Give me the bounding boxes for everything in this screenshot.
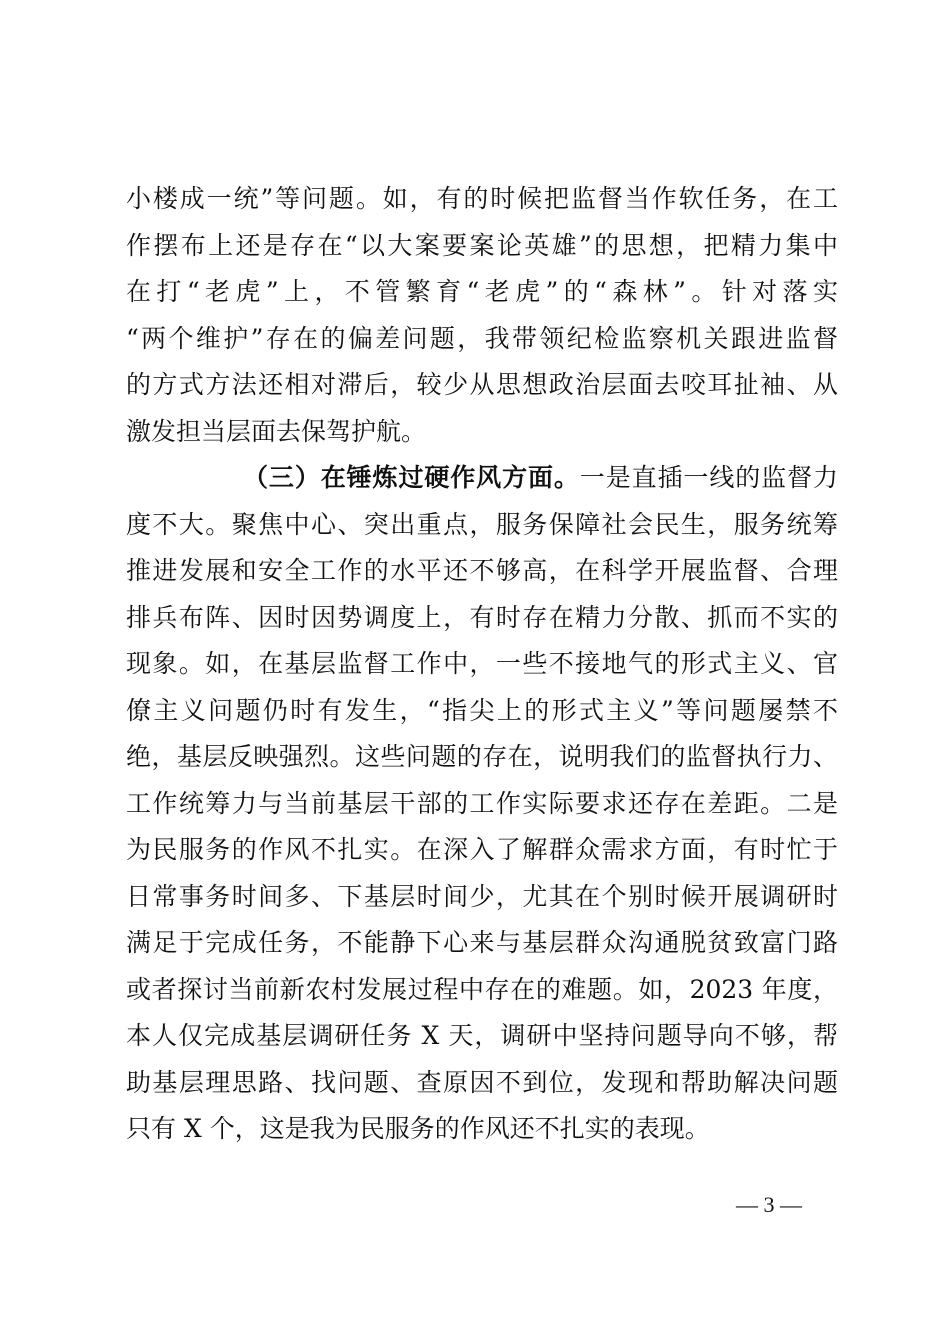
paragraph-line: 在打“老虎”上，不管繁育“老虎”的“森林”。针对落实 xyxy=(126,277,838,306)
paragraph-line: “两个维护”存在的偏差问题，我带领纪检监察机关跟进监督 xyxy=(126,324,838,353)
paragraph-line: 推进发展和安全工作的水平还不够高，在科学开展监督、合理 xyxy=(126,556,838,585)
paragraph-line: 的方式方法还相对滞后，较少从思想政治层面去咬耳扯袖、从 xyxy=(126,370,838,399)
paragraph-line: 度不大。聚焦中心、突出重点，服务保障社会民生，服务统筹 xyxy=(126,510,838,539)
paragraph-line: 绝，基层反映强烈。这些问题的存在，说明我们的监督执行力、 xyxy=(126,742,838,771)
paragraph-line: 满足于完成任务，不能静下心来与基层群众沟通脱贫致富门路 xyxy=(126,928,838,957)
paragraph-line: 助基层理思路、找问题、查原因不到位，发现和帮助解决问题 xyxy=(126,1068,838,1097)
paragraph-line: 工作统筹力与当前基层干部的工作实际要求还存在差距。二是 xyxy=(126,789,838,818)
paragraph-line: 或者探讨当前新农村发展过程中存在的难题。如，2023 年度， xyxy=(126,975,838,1004)
paragraph-line: 为民服务的作风不扎实。在深入了解群众需求方面，有时忙于 xyxy=(126,835,838,864)
paragraph-line: 作摆布上还是存在“以大案要案论英雄”的思想，把精力集中 xyxy=(126,231,838,260)
heading-line-text: 一是直插一线的监督力 xyxy=(579,463,838,492)
paragraph-line: 僚主义问题仍时有发生，“指尖上的形式主义”等问题屡禁不 xyxy=(126,696,838,725)
section-heading-line xyxy=(243,457,838,499)
paragraph-line: 只有 X 个，这是我为民服务的作风还不扎实的表现。 xyxy=(126,1114,710,1143)
paragraph-line: 日常事务时间多、下基层时间少，尤其在个别时候开展调研时 xyxy=(126,882,838,911)
page-number: — 3 — xyxy=(736,1192,802,1217)
paragraph-line: 本人仅完成基层调研任务 X 天，调研中坚持问题导向不够，帮 xyxy=(126,1021,838,1050)
paragraph-line: 小楼成一统”等问题。如，有的时候把监督当作软任务，在工 xyxy=(126,184,838,213)
paragraph-line: 现象。如，在基层监督工作中，一些不接地气的形式主义、官 xyxy=(126,649,838,678)
paragraph-line: 激发担当层面去保驾护航。 xyxy=(126,417,427,446)
paragraph-line: 排兵布阵、因时因势调度上，有时存在精力分散、抓而不实的 xyxy=(126,603,838,632)
section-heading: （三）在锤炼过硬作风方面。 xyxy=(243,463,580,492)
